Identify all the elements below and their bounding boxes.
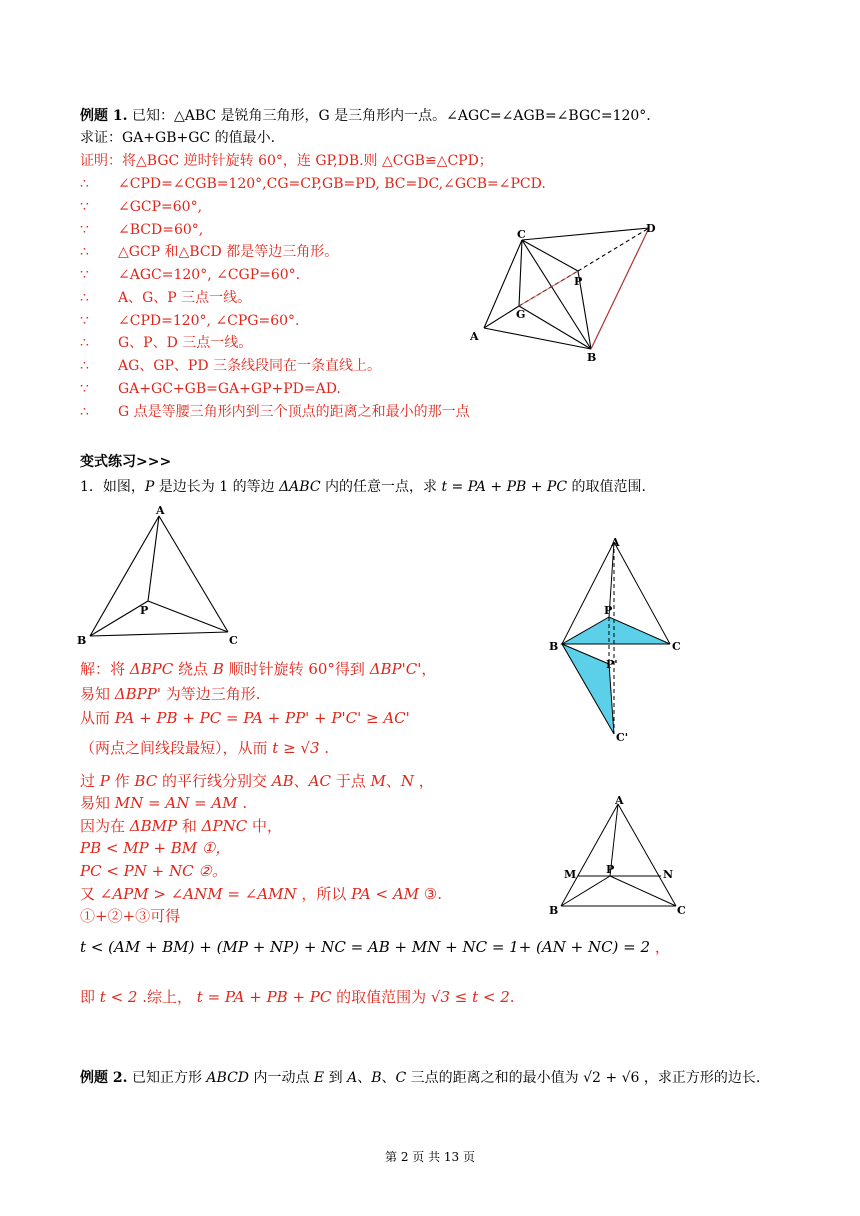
solution-line-1: 解：将 ΔBPC 绕点 B 顺时针旋转 60°得到 ΔBP'C'， [80,660,437,678]
svg-text:B: B [549,904,559,917]
svg-text:P: P [606,863,615,876]
label-D: D [646,222,656,235]
variant-figure-2 [540,534,690,746]
label-C: C [517,228,526,241]
solution-line-3: 从而 PA + PB + PC = PA + PP' + P'C' ≥ AC' [80,709,410,727]
svg-text:A: A [156,504,165,517]
example1-figure [462,214,667,374]
proof-step: ∴ ∠CPD=∠CGB=120°,CG=CP,GB=PD, BC=DC,∠GCB=∠PCD. [80,176,546,192]
svg-text:N: N [663,868,674,881]
solution-line-4: （两点之间线段最短），从而 t ≥ √3 . [80,739,330,757]
proof-step: ∵ ∠AGC=120°, ∠CGP=60°. [80,267,301,283]
variant-heading: 变式练习>>> [80,454,172,470]
svg-text:P': P' [606,658,618,671]
proof-step: ∵ ∠BCD=60°, [80,222,204,238]
svg-text:C: C [229,634,238,647]
svg-text:A: A [615,794,624,807]
label-P: P [574,275,583,288]
svg-text:M: M [564,868,577,881]
svg-text:C: C [672,640,681,653]
example1-given: 例题 1. 已知：△ABC 是锐角三角形，G 是三角形内一点。∠AGC=∠AGB=∠BGC=120°. [80,108,651,124]
proof-step: ∵ GA+GC+GB=GA+GP+PD=AD. [80,381,341,397]
variant-figure-3 [544,792,694,920]
variant-figure-1 [72,500,252,648]
solution-line-7: 因为在 ΔBMP 和 ΔPNC 中， [80,817,282,835]
proof-step: ∴ AG、GP、PD 三条线段同在一条直线上。 [80,358,381,374]
svg-text:B: B [549,640,559,653]
solution-line-6: 易知 MN = AN = AM . [80,794,248,812]
label-A: A [470,330,479,343]
example1-title: 例题 1. [80,108,128,124]
solution-line-8: PB < MP + BM ①， [80,839,231,857]
solution-line-12: t < (AM + BM) + (MP + NP) + NC = AB + MN + NC = 1+ (AN + NC) = 2 ， [80,938,670,956]
svg-text:P: P [140,604,149,617]
svg-text:P: P [604,604,613,617]
example1-proof-intro: 证明：将△BGC 逆时针旋转 60°，连 GP,DB.则 △CGB≌△CPD； [80,153,493,169]
proof-step: ∴ △GCP 和△BCD 都是等边三角形。 [80,244,339,260]
solution-line-13: 即 t < 2 .综上， t = PA + PB + PC 的取值范围为 √3 ≤ t < 2. [80,988,515,1006]
proof-step: ∵ ∠CPD=120°, ∠CPG=60°. [80,313,300,329]
proof-step: ∴ A、G、P 三点一线。 [80,290,252,306]
label-G: G [516,308,526,321]
label-B: B [587,351,597,364]
proof-step: ∴ G、P、D 三点一线。 [80,335,253,351]
solution-line-9: PC < PN + NC ②。 [80,862,227,880]
page-footer: 第 2 页 共 13 页 [385,1150,475,1164]
proof-step: ∵ ∠GCP=60°, [80,199,203,215]
example1-prove: 求证：GA+GB+GC 的值最小. [80,130,276,146]
solution-line-11: ①+②+③可得 [80,907,181,925]
svg-text:C': C' [616,731,629,744]
proof-step: ∴ G 点是等腰三角形内到三个顶点的距离之和最小的那一点 [80,404,470,420]
svg-text:A: A [611,536,620,549]
solution-line-2: 易知 ΔBPP' 为等边三角形. [80,685,261,703]
svg-text:B: B [77,634,87,647]
example2-title: 例题 2. [80,1070,128,1086]
variant-q1: 1．如图，P 是边长为 1 的等边 ΔABC 内的任意一点，求 t = PA + PB + PC 的取值范围. [80,479,646,495]
solution-line-10: 又 ∠APM > ∠ANM = ∠AMN ，所以 PA < AM ③. [80,885,443,903]
solution-line-5: 过 P 作 BC 的平行线分别交 AB、AC 于点 M、N ， [80,772,434,790]
example2: 例题 2. 已知正方形 ABCD 内一动点 E 到 A、B、C 三点的距离之和的最小值为 √2 + √6 ，求正方形的边长. [80,1070,761,1086]
svg-text:C: C [677,904,686,917]
